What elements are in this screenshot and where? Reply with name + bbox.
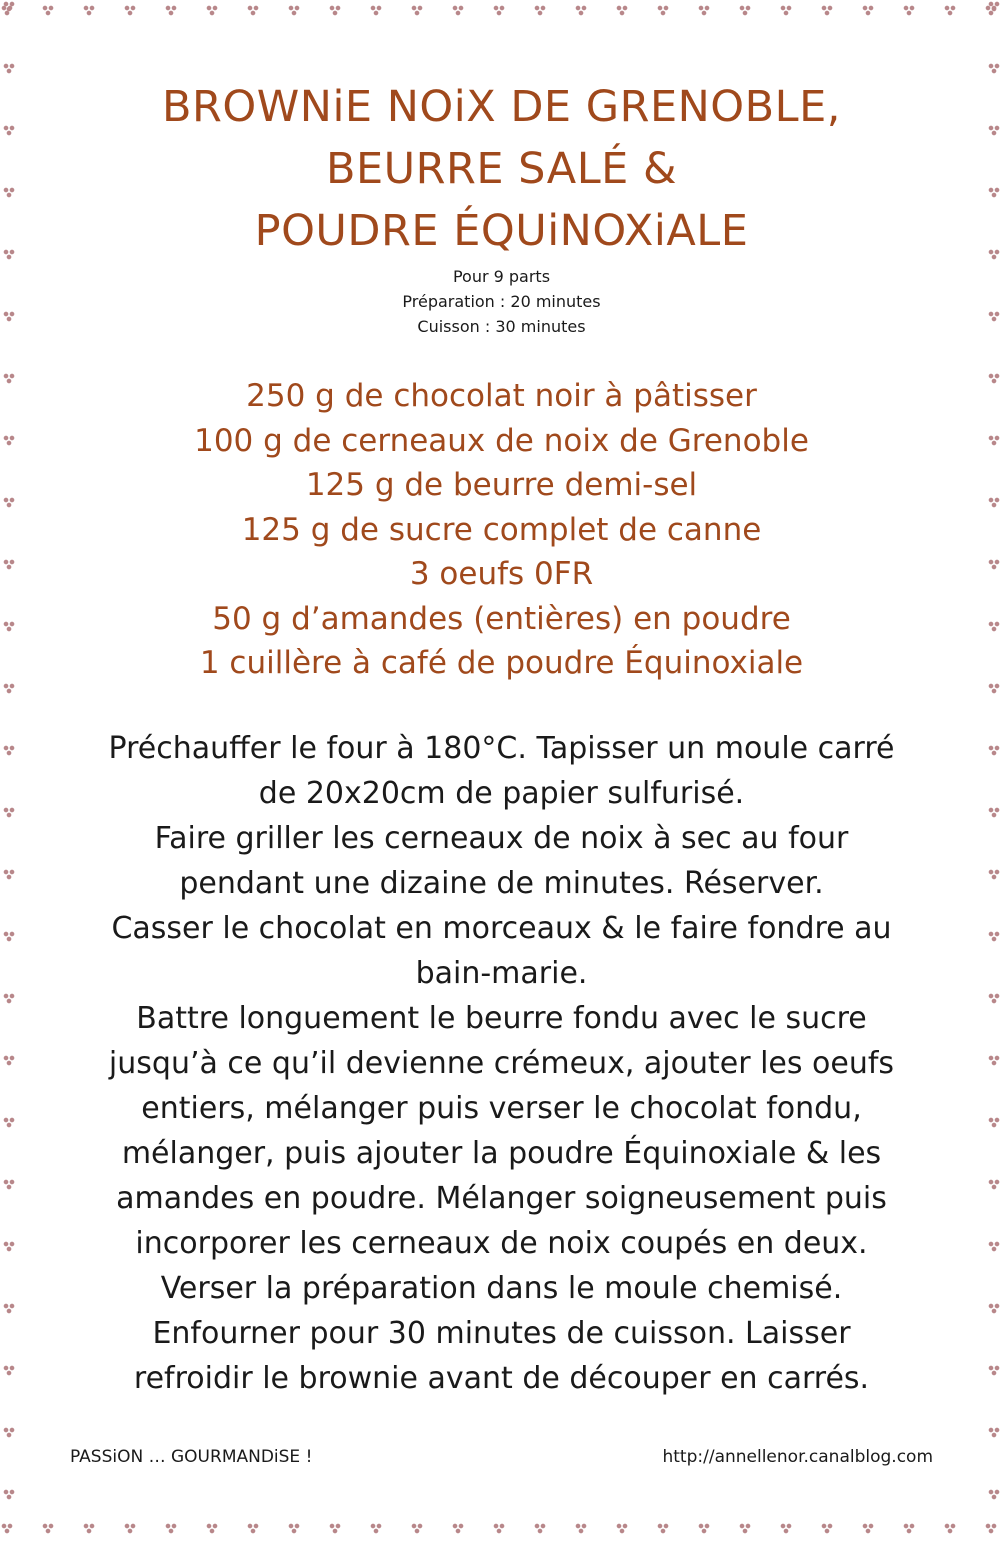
footer-brand: PASSiON … GOURMANDiSE ! bbox=[70, 1447, 313, 1467]
ingredient-item: 1 cuillère à café de poudre Équinoxiale bbox=[199, 645, 804, 681]
recipe-title-line: BROWNiE NOiX DE GRENOBLE, bbox=[162, 82, 841, 132]
instruction-line: Préchauffer le four à 180°C. Tapisser un moule carré bbox=[108, 731, 895, 766]
decorative-border-left bbox=[2, 0, 16, 1542]
decorative-border-bottom bbox=[0, 1522, 1003, 1536]
ingredient-item: 50 g d’amandes (entières) en poudre bbox=[212, 600, 791, 637]
preparation-time-text: Préparation : 20 minutes bbox=[402, 292, 601, 311]
instruction-line: refroidir le brownie avant de découper en carrés. bbox=[133, 1361, 870, 1396]
ingredient-item: 125 g de sucre complet de canne bbox=[241, 511, 762, 548]
instruction-line: Verser la préparation dans le moule chemisé. bbox=[160, 1271, 843, 1306]
ingredient-item: 125 g de beurre demi-sel bbox=[305, 467, 698, 503]
cooking-time-text: Cuisson : 30 minutes bbox=[417, 317, 586, 336]
recipe-title-line: POUDRE ÉQUiNOXiALE bbox=[254, 206, 749, 256]
servings-text: Pour 9 parts bbox=[452, 267, 551, 286]
footer-url-link[interactable]: http://annellenor.canalblog.com bbox=[662, 1447, 933, 1467]
instruction-line: jusqu’à ce qu’il devienne crémeux, ajouter les oeufs bbox=[108, 1046, 895, 1081]
recipe-meta bbox=[200, 264, 803, 339]
instruction-line: Casser le chocolat en morceaux & le faire fondre au bbox=[111, 911, 892, 946]
instruction-line: Battre longuement le beurre fondu avec le sucre bbox=[136, 1001, 867, 1036]
ingredients-list bbox=[40, 374, 963, 686]
decorative-border-top bbox=[0, 4, 1003, 18]
recipe-title-line: BEURRE SALÉ & bbox=[325, 144, 678, 194]
instruction-line: bain-marie. bbox=[415, 956, 588, 991]
ingredient-item: 250 g de chocolat noir à pâtisser bbox=[246, 378, 757, 414]
instruction-line: entiers, mélanger puis verser le chocolat fondu, bbox=[141, 1091, 862, 1126]
ingredient-item: 3 oeufs 0FR bbox=[409, 556, 594, 592]
instruction-line: pendant une dizaine de minutes. Réserver. bbox=[179, 866, 824, 901]
instruction-line: incorporer les cerneaux de noix coupés en deux. bbox=[135, 1226, 868, 1261]
instruction-line: amandes en poudre. Mélanger soigneusement puis bbox=[116, 1181, 887, 1216]
instruction-line: de 20x20cm de papier sulfurisé. bbox=[258, 776, 745, 811]
instruction-line: Faire griller les cerneaux de noix à sec au four bbox=[154, 821, 849, 856]
ingredient-item: 100 g de cerneaux de noix de Grenoble bbox=[194, 422, 809, 459]
instructions-text bbox=[40, 726, 963, 1401]
instruction-line: mélanger, puis ajouter la poudre Équinoxiale & les bbox=[121, 1136, 882, 1171]
instruction-line: Enfourner pour 30 minutes de cuisson. Laisser bbox=[152, 1316, 851, 1351]
recipe-title bbox=[60, 76, 943, 262]
decorative-border-right bbox=[987, 0, 1001, 1542]
